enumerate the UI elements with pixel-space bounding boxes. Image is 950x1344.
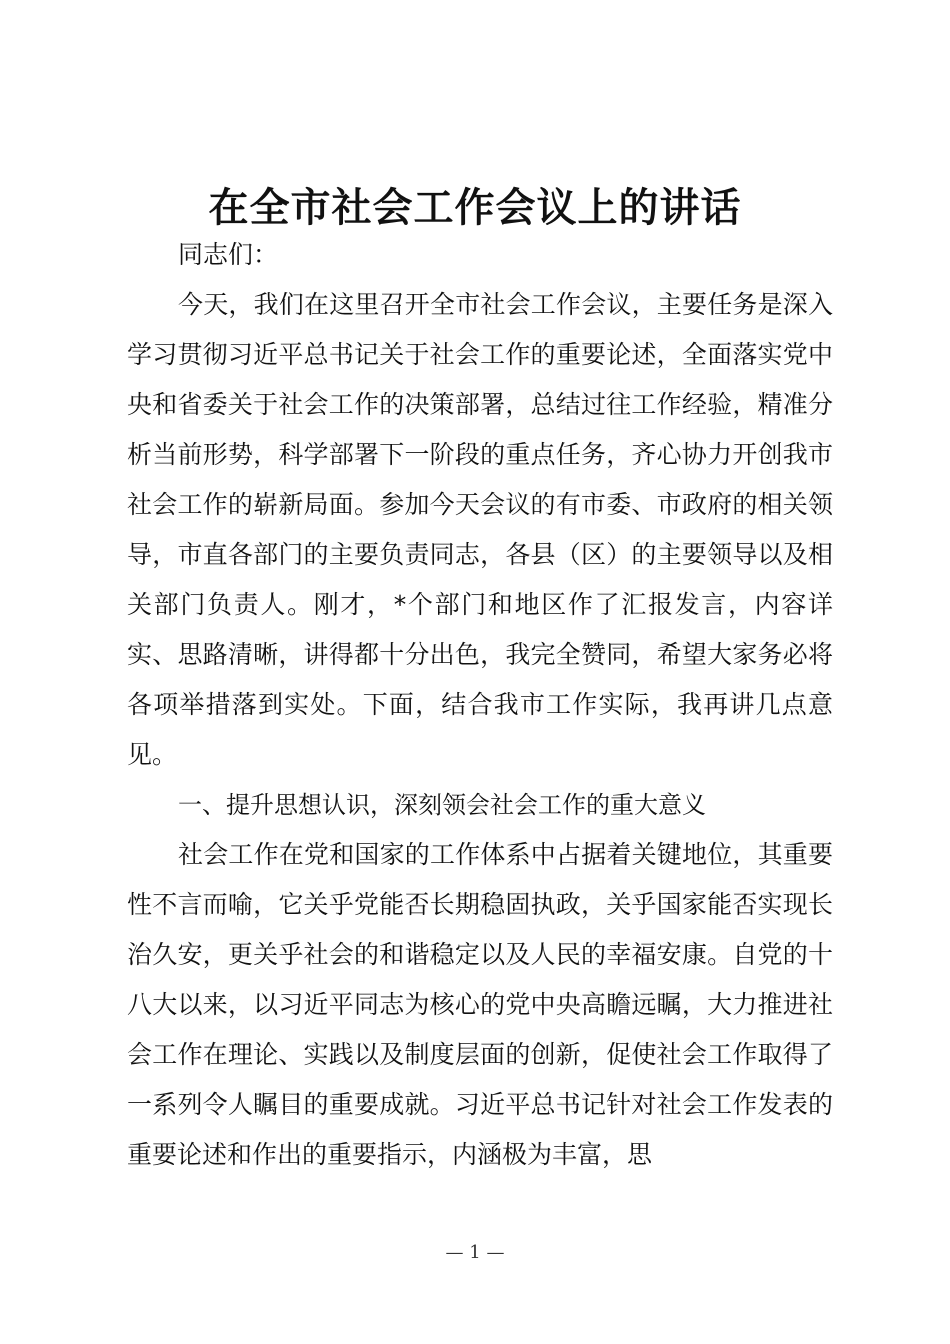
section-heading-1: 一、提升思想认识，深刻领会社会工作的重大意义 — [178, 791, 706, 819]
paragraph-section-1: 社会工作在党和国家的工作体系中占据着关键地位，其重要性不言而喻，它关乎党能否长期稳固执政，关乎国家能否实现长治久安，更关乎社会的和谐稳定以及人民的幸福安康。自党的十八大以来，以习近平同志为核心的党中央高瞻远瞩，大力推进社会工作在理论、实践以及制度层面的创新，促使社会工作取得了一系列令人瞩目的重要成就。习近平总书记针对社会工作发表的重要论述和作出的重要指示，内涵极为丰富，思 — [127, 840, 833, 1169]
greeting: 同志们： — [178, 240, 279, 269]
page-number: — 1 — — [445, 1242, 505, 1263]
document-title: 在全市社会工作会议上的讲话 — [208, 184, 742, 231]
paragraph-intro: 今天，我们在这里召开全市社会工作会议，主要任务是深入学习贯彻习近平总书记关于社会工作的重要论述，全面落实党中央和省委关于社会工作的决策部署，总结过往工作经验，精准分析当前形势，科学部署下一阶段的重点任务，齐心协力开创我市社会工作的崭新局面。参加今天会议的有市委、市政府的相关领导，市直各部门的主要负责同志，各县（区）的主要领导以及相关部门负责人。刚才，*个部门和地区作了汇报发言，内容详实、思路清晰，讲得都十分出色，我完全赞同，希望大家务必将各项举措落到实处。下面，结合我市工作实际，我再讲几点意见。 — [127, 290, 833, 769]
